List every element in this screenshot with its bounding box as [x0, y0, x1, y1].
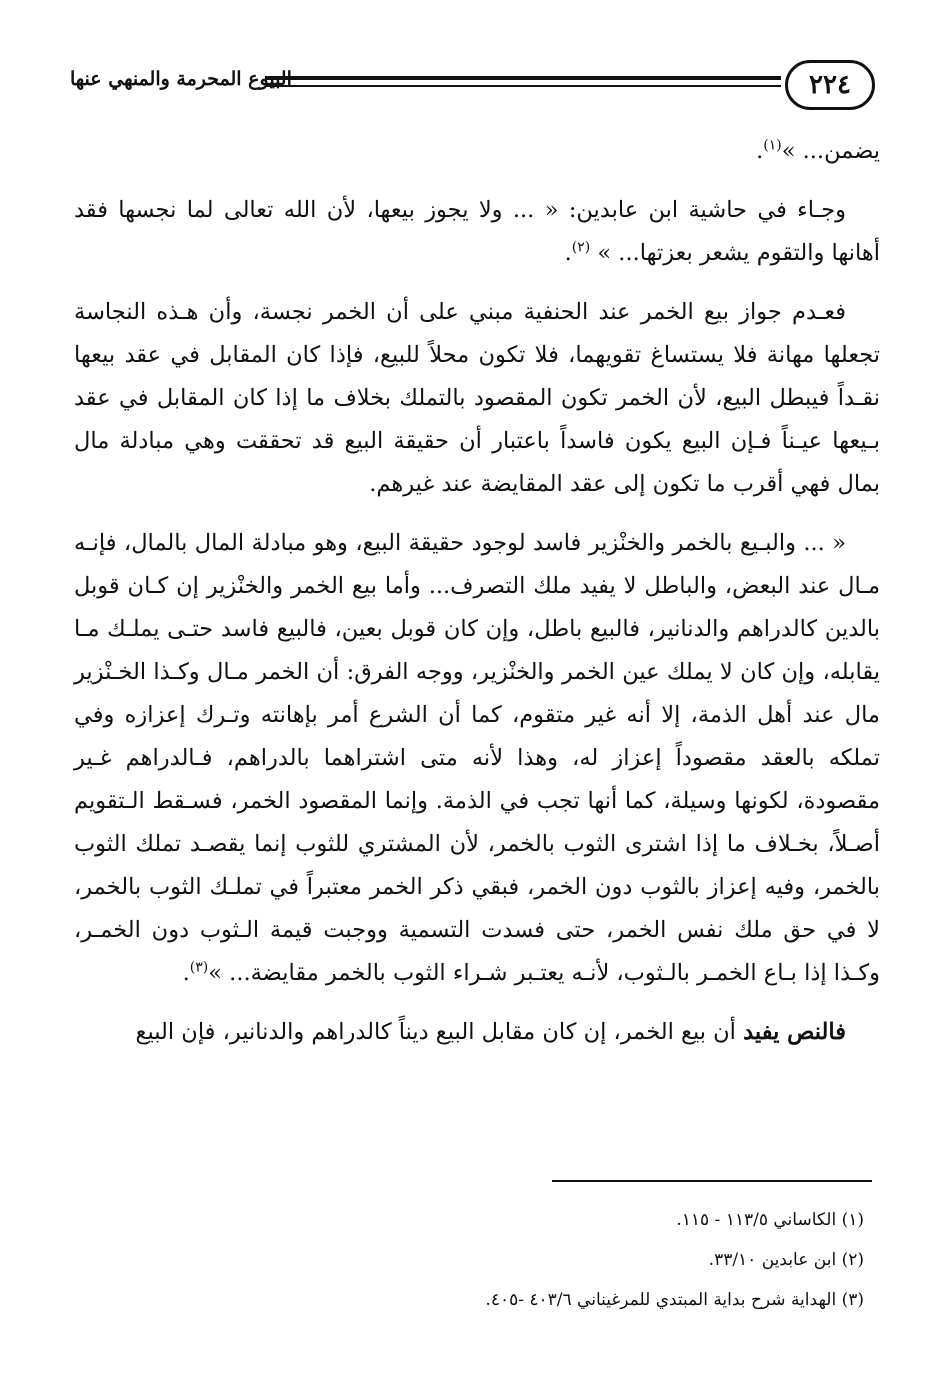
paragraph-5 [74, 1011, 880, 1054]
header-rule-thick [265, 76, 781, 80]
footnote-separator [552, 1180, 872, 1182]
paragraph-4-text: « ... والبـيع بالخمر والخنْزير فاسد لوجود حقيقة البيع، وهو مبادلة المال بالمال، فإنـه مـال عند البعض، والباطل لا يفيد ملك التصرف... وأما بيع الخمر والخنْزير إن كـان قوبل بالدين كالدراهم والدنانير، فالبيع باطل، وإن كان قوبل بعين، فالبيع فاسد حتـى يملـك مـا يقابله، وإن كان لا يملك عين الخمر والخنْزير، ووجه الفرق: أن الخمر مـال وكـذا الخـنْزير مال عند أهل الذمة، إلا أنه غير متقوم، كما أن الشرع أمر بإهانته وتـرك إعزازه وفي تملكه بالعقد مقصوداً إعزاز له، وهذا لأنه متى اشتراهما بالدراهم، فـالدراهم غـير مقصودة، لكونها وسيلة، كما أنها تجب في الذمة. وإنما المقصود الخمر، فسـقط الـتقويم أصـلاً، بخـلاف ما إذا اشترى الثوب بالخمر، لأن المشتري للثوب إنما يقصـد تملك الثوب بالخمر، وفيه إعزاز بالثوب دون الخمر، فبقي ذكر الخمر معتبراً في تملـك الثوب بالخمر، لا في حق ملك نفس الخمر، حتى فسدت التسمية ووجبت قيمة الـثوب دون الخمـر، وكـذا إذا بـاع الخمـر بالـثوب، لأنـه يعتـبر شـراء الثوب بالخمر مقايضة... » [74, 530, 880, 986]
header-rule [265, 76, 781, 90]
footnote-ref-2: (٢) [571, 239, 591, 256]
footnote-1: (١) الكاساني ١١٣/٥ - ١١٥. [676, 1210, 864, 1230]
footnotes [80, 1200, 864, 1320]
paragraph-5-text: أن بيع الخمر، إن كان مقابل البيع ديناً كالدراهم والدنانير، فإن البيع [135, 1019, 744, 1045]
paragraph-1-end: . [756, 138, 764, 164]
paragraph-5-bold: فالنص يفيد [743, 1019, 846, 1045]
paragraph-2-text: وجـاء في حاشية ابن عابدين: « ... ولا يجوز بيعها، لأن الله تعالى لما نجسها فقد أهانها والتقوم يشعر بعزتها... » [74, 197, 880, 266]
page-number: ٢٢٤ [809, 70, 851, 100]
paragraph-3-text: فعـدم جواز بيع الخمر عند الحنفية مبني على أن الخمر نجسة، وأن هـذه النجاسة تجعلها مهانة فلا يستساغ تقويهما، فلا تكون محلاً للبيع، فإذا كان المقابل في عقد بيعها نقـداً فيبطل البيع، لأن الخمر تكون المقصود بالتملك بخلاف ما إذا كان المقابل في عقد بـيعها عيـناً فـإن البيع يكون فاسداً باعتبار أن حقيقة البيع قد تحققت وهي مبادلة مال بمال فهي أقرب ما تكون إلى عقد المقايضة عند غيرهم. [74, 299, 880, 497]
paragraph-1-text: يضمن... » [781, 138, 880, 164]
running-title: البيوع المحرمة والمنهي عنها [70, 68, 292, 90]
header-rule-thin [265, 85, 781, 87]
footnote-ref-3: (٣) [189, 959, 209, 976]
footnote-ref-1: (١) [763, 137, 782, 154]
main-text [74, 130, 880, 1054]
paragraph-4-end: . [182, 960, 190, 986]
paragraph-2-end: . [564, 240, 572, 266]
footnote-3: (٣) الهداية شرح بداية المبتدي للمرغيناني ٤٠٣/٦ -٤٠٥. [485, 1290, 864, 1310]
paragraph-4-quote [74, 522, 880, 995]
paragraph-3 [74, 291, 880, 506]
page-header [70, 60, 875, 116]
paragraph-2 [74, 189, 880, 275]
paragraph-1 [74, 130, 880, 173]
page-number-badge [785, 60, 875, 110]
footnote-2: (٢) ابن عابدين ٣٣/١٠. [708, 1250, 864, 1270]
